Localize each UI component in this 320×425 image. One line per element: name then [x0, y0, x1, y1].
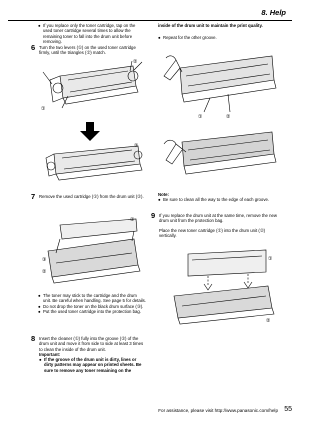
step-8-text: Insert the cleaner (①) fully into the groove (②) of the drum unit and move it from side to side at least 3 times to clean the inside of the drum unit.: [39, 336, 144, 352]
callout-2: ②: [133, 59, 138, 65]
figure-cleaner-insert-2: [160, 124, 282, 186]
figure-remove-cartridge: [38, 215, 146, 287]
step-9-number: 9: [151, 211, 156, 220]
callout-2e: ②: [266, 318, 271, 324]
bullet-7-2: Do not drop the toner on the black drum surface (③).: [43, 303, 144, 309]
repeat-bullet-text: Repeat for the other groove.: [163, 35, 217, 40]
step-8: 8 Insert the cleaner (①) fully into the groove (②) of the drum unit and move it from side to side at least 3 times to clean the inside of the drum unit. Important: ● If the groove of the drum unit is dirty, lines or dirty patterns may appear on printed sheets. Be sure to remove any toner remaining on the: [31, 334, 144, 373]
note-bullet: Be sure to clean all the way to the edge of each groove.: [163, 197, 270, 203]
callout-2b: ②: [134, 143, 139, 149]
step-9: [151, 213, 281, 238]
step-6: [31, 45, 144, 56]
callout-1c: ①: [130, 217, 135, 223]
callout-1: ①: [41, 106, 46, 112]
intro-bullet: ● If you replace only the toner cartridge, tap on the used toner cartridge several times to allow the remaining toner to fall into the drum unit before removing.: [38, 23, 144, 44]
footer-assistance: For assistance, please visit http://www.panasonic.com/help: [158, 408, 278, 413]
note-block: Note: ● Be sure to clean all the way to the edge of each groove.: [158, 192, 280, 203]
header-rule: [8, 20, 292, 21]
important-bullet: If the groove of the drum unit is dirty, lines or dirty patterns may appear on printed sheets. Be sure to remove any toner remaining on the: [44, 357, 142, 373]
callout-2c: ②: [42, 269, 47, 275]
intro-bullet-text: If you replace only the toner cartridge, tap on the used toner cartridge several times to allow the remaining toner to fall into the drum unit before removing.: [43, 23, 136, 44]
step-6-text: Turn the two levers (①) on the used toner cartridge firmly, until the triangles (②) match.: [39, 45, 136, 56]
callout-1e: ①: [268, 256, 273, 262]
important-label: Important:: [39, 351, 61, 357]
note-label: Note:: [158, 192, 169, 197]
step-7-bullets: ● The toner may stick to the cartridge and the drum unit. Be careful when handling. See page 5 for details. ● Do not drop the toner on the black drum surface (③). ● Put the used toner cartridge into the protection bag.: [38, 293, 146, 314]
step-9-text2: Place the new toner cartridge (①) into the drum unit (②) vertically.: [159, 227, 266, 238]
step-6-number: 6: [31, 43, 36, 52]
step-9-text: If you replace the drum unit at the same time, remove the new drum unit from the protection bag.: [159, 213, 277, 224]
step-8-number: 8: [31, 334, 36, 343]
page-number: 55: [284, 406, 292, 413]
section-title: 8. Help: [261, 8, 286, 17]
callout-3: ③: [42, 257, 47, 263]
step-7-number: 7: [31, 192, 36, 201]
bullet-7-1: The toner may stick to the cartridge and the drum unit. Be careful when handling. See page 5 for details.: [43, 293, 146, 304]
down-arrow-icon: [78, 122, 102, 142]
callout-1d: ①: [198, 114, 203, 120]
bullet-7-3: Put the used toner cartridge into the protection bag.: [43, 308, 141, 314]
repeat-bullet: ● Repeat for the other groove.: [158, 35, 217, 40]
callout-2d: ②: [226, 114, 231, 120]
figure-triangles-match: [40, 142, 146, 186]
figure-place-toner: [168, 246, 280, 326]
continued-text: inside of the drum unit to maintain the print quality.: [158, 23, 263, 28]
figure-cleaner-insert-1: [160, 46, 282, 120]
step-7: [31, 194, 144, 200]
figure-toner-levers: [38, 58, 146, 116]
step-7-text: Remove the used cartridge (①) from the drum unit (②).: [39, 194, 144, 199]
